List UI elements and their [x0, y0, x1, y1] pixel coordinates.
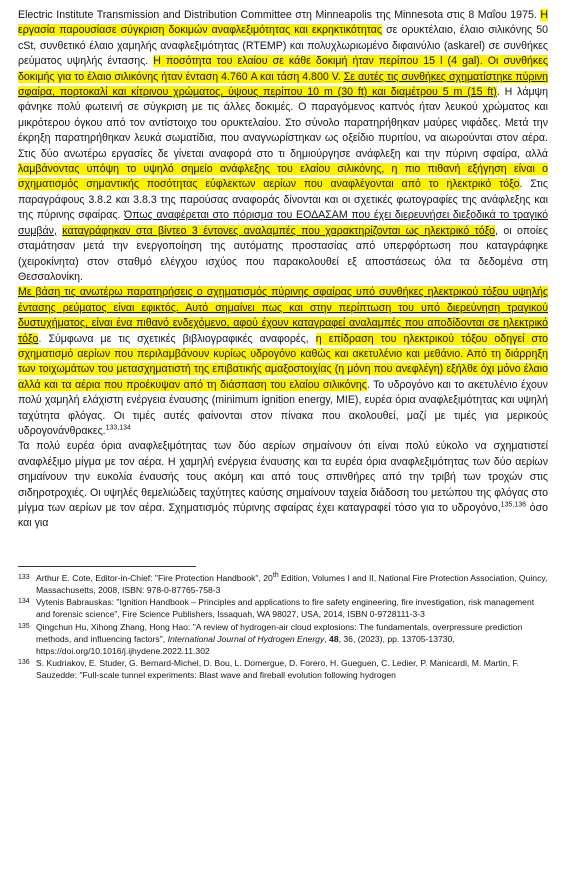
highlighted-text: Με βάση τις ανωτέρω παρατηρήσεις ο σχηματισμός πύρινης σφαίρας υπό συνθήκες ηλεκτρικού τόξου υψηλής έντασης ρεύματος είναι εφικτός. Αυτό σημαίνει πως και στην περίπτωση του υπό διερεύνηση τραγικού δυστυχήματος, είναι ένα πιθανό ενδεχόμενο, αφού έχουν καταγραφεί αναλαμπές που αποδίδονται σε ηλεκτρικό τόξο: [18, 286, 548, 345]
text-run: . Στις παραγράφους 3.8.2 και 3.8.3 της παρούσας αναφοράς δίνονται και οι σχετικές φωτογραφίες της ανάφλεξης και της πύρινης σφαίρας.: [18, 178, 548, 222]
footnote: [18, 658, 548, 682]
text-run: S. Kudriakov, E. Studer, G. Bernard-Michel, D. Bou, L. Domergue, D. Forero, H. Gueguen, C. Ledier, P. Manicardi, M. Martin, F. Sauzedde: "Full-scale tunnel experiments: Blast wave and fireball evolution following hydrogen: [36, 658, 520, 681]
body-text: [18, 8, 548, 532]
highlighted-text: Η ποσότητα του ελαίου σε κάθε δοκιμή ήταν περίπου 15 l (4 gal). Οι συνθήκες δοκιμής για το έλαιο σιλικόνης ήταν ένταση 4.760 A και τάση 4.800 V.: [18, 55, 548, 83]
highlighted-text: καταγράφηκαν στα βίντεο 3 έντονες αναλαμπές που χαρακτηρίζονται ως ηλεκτρικό τόξο: [62, 224, 496, 237]
text-run: Edition, Volumes I and II, National Fire Protection Association, Quincy, Massachusetts, 2008, ISBN: 978-0-87765-758-3: [36, 572, 548, 595]
footnotes: [18, 573, 548, 682]
footnote-ref: 133,134: [105, 424, 131, 432]
text-run: σε ορυκτέλαιο, έλαιο σιλικόνης 50 cSt, συνθετικό έλαιο χαμηλής αναφλεξιμότητας (RTEMP) και πολυχλωριωμένο διφαινύλιο (askarel) σε συνθήκες ρεύματος υψηλής έντασης.: [18, 24, 548, 68]
footnote-number: 134: [18, 598, 30, 606]
text-run: 48: [329, 633, 339, 644]
footnote-ref: 135,136: [500, 501, 526, 509]
footnote-ref: th: [272, 571, 279, 579]
highlighted-text: λαμβάνοντας υπόψη το υψηλό σημείο ανάφλεξης του ελαίου σιλικόνης, η πιο πιθανή εξήγηση είναι ο σχηματισμός σημαντικής ποσότητας εύφλεκτων αερίων που αναφλέγονται από το ηλεκτρικό τόξο: [18, 163, 548, 191]
text-run: Vytenis Babrauskas: "Ignition Handbook – Principles and applications to fire safety engineering, fire investigation, risk management and forensic science", Fire Science Publishers, Issaquah, WA 98027, USA, 2014, ISBN 0-9728111-3-3: [36, 597, 535, 620]
text-run: , οι οποίες σταμάτησαν μετά την ενεργοποίηση της αυτόματης προστασίας από υπερφόρτωση που καταγράφηκε (χειροκίνητα) στον σταθμό ελέγχου ισχύος που παρακολουθεί εξ αποστάσεως όλα τα δεδομένα στη Θεσσαλονίκη.: [18, 224, 548, 283]
paragraph: [18, 439, 548, 531]
footnote-text: [36, 658, 548, 682]
text-run: ,: [324, 633, 330, 644]
text-run: όσο και για: [18, 502, 548, 530]
highlighted-text: Η εργασία παρουσίασε σύγκριση δοκιμών αναφλεξιμότητας και εκρηκτικότητας: [18, 9, 548, 37]
highlighted-text: Σε αυτές τις συνθήκες σχηματίστηκε πύρινη σφαίρα, πορτοκαλί και κίτρινου χρώματος, ύψους περίπου 10 m (30 ft) και διαμέτρου 5 m (15 ft): [18, 70, 548, 99]
footnote-number: 135: [18, 623, 30, 630]
footnote-text: [36, 573, 548, 597]
paragraph: [18, 285, 548, 439]
text-run: . Η λάμψη φάνηκε πολύ φωτεινή σε σύγκριση με τις άλλες δοκιμές. Ο παραγόμενος καπνός ήταν λευκού χρώματος και μικρότερου όγκου από τον αντίστοιχο του ορυκτελαίου. Στο σύνολο παρατηρήθηκαν μαύρες νιφάδες. Μετά την έκρηξη παρατηρήθηκαν λευκά σωματίδια, που αναγνωρίστηκαν ως οξείδιο πυριτίου, να αιωρούνται στον αέρα. Στις δύο ανωτέρω εργασίες δε γίνεται αναφορά στο τι δημιούργησε ανάφλεξη και την πύρινη σφαίρα, αλλά: [18, 86, 548, 160]
text-run: Arthur E. Cote, Editor-in-Chief: "Fire Protection Handbook", 20: [36, 572, 273, 583]
footnote: [18, 597, 548, 621]
paragraph: [18, 8, 548, 285]
text-run: , 36, (2023), pp. 13705-13730, https://doi.org/10.1016/j.ijhydene.2022.11.302: [36, 633, 455, 656]
text-run: Electric Institute Transmission and Distribution Committee στη Minneapolis της Minnesota στις 8 Μαΐου 1975.: [18, 9, 541, 21]
footnote-number: 133: [18, 573, 30, 581]
footnote: [18, 622, 548, 657]
footnote-text: [36, 597, 548, 621]
footnote-text: [36, 622, 548, 657]
text-run: Τα πολύ ευρέα όρια αναφλεξιμότητας των δύο αερίων σημαίνουν ότι είναι πολύ εύκολο να σχηματιστεί αναφλέξιμο μίγμα με τον αέρα. Η χαμηλή ενέργεια έναυσης και τα ευρέα όρια αναφλεξιμότητας των δύο αερίων σημαίνουν την ευκολία έναυσής τους ακόμη και από τους σπινθήρες από την τριβή των τροχών στις σιδηροτροχιές. Οι υψηλές θεμελιώδεις ταχύτητες καύσης σημαίνουν ταχεία διάδοση του μετώπου της φλόγας στο μίγμα των αερίων με τον αέρα. Σχηματισμός πύρινης σφαίρας έχει καταγραφεί τόσο για το υδρογόνο,: [18, 440, 548, 514]
footnote: [18, 573, 548, 597]
text-run: . Σύμφωνα με τις σχετικές βιβλιογραφικές αναφορές,: [38, 332, 316, 345]
footnote-divider: [18, 566, 196, 567]
text-run: International Journal of Hydrogen Energy: [167, 633, 325, 644]
footnote-number: 136: [18, 659, 30, 667]
underlined-text: Όπως αναφέρεται στο πόρισμα του ΕΟΔΑΣΑΜ που έχει διερευνήσει διεξοδικά το τραγικό συμβάν,: [18, 209, 548, 237]
text-run: Qingchun Hu, Xihong Zhang, Hong Hao: "A review of hydrogen-air cloud explosions: The fundamentals, overpressure prediction methods, and influencing factors",: [36, 622, 523, 644]
text-run: . Το υδρογόνο και το ακετυλένιο έχουν πολύ χαμηλή ελάχιστη ενέργεια έναυσης (minimum ignition energy, MIE), ευρέα όρια αναφλεξιμότητας και υψηλή ταχύτητα φλόγας. Οι τιμές αυτές φαίνονται στον πίνακα που ακολουθεί, μαζί με τιμές για μερικούς υδρογονάνθρακες.: [18, 378, 548, 437]
highlighted-text: η επίδραση του ηλεκτρικού τόξου οδηγεί στο σχηματισμό αερίων που περιλαμβάνουν κυρίως υδρογόνο καθώς και ακετυλένιο και μεθάνιο. Από τη διάρρηξη των τοιχωμάτων του μετασχηματιστή της επιβατικής αμαξοστοιχίας (η μόνη που ανεφλέγη) εξήλθε όχι μόνο έλαιο αλλά και τα αέρια που προέκυψαν από τη διάσπαση του ελαίου σιλικόνης: [18, 332, 549, 391]
